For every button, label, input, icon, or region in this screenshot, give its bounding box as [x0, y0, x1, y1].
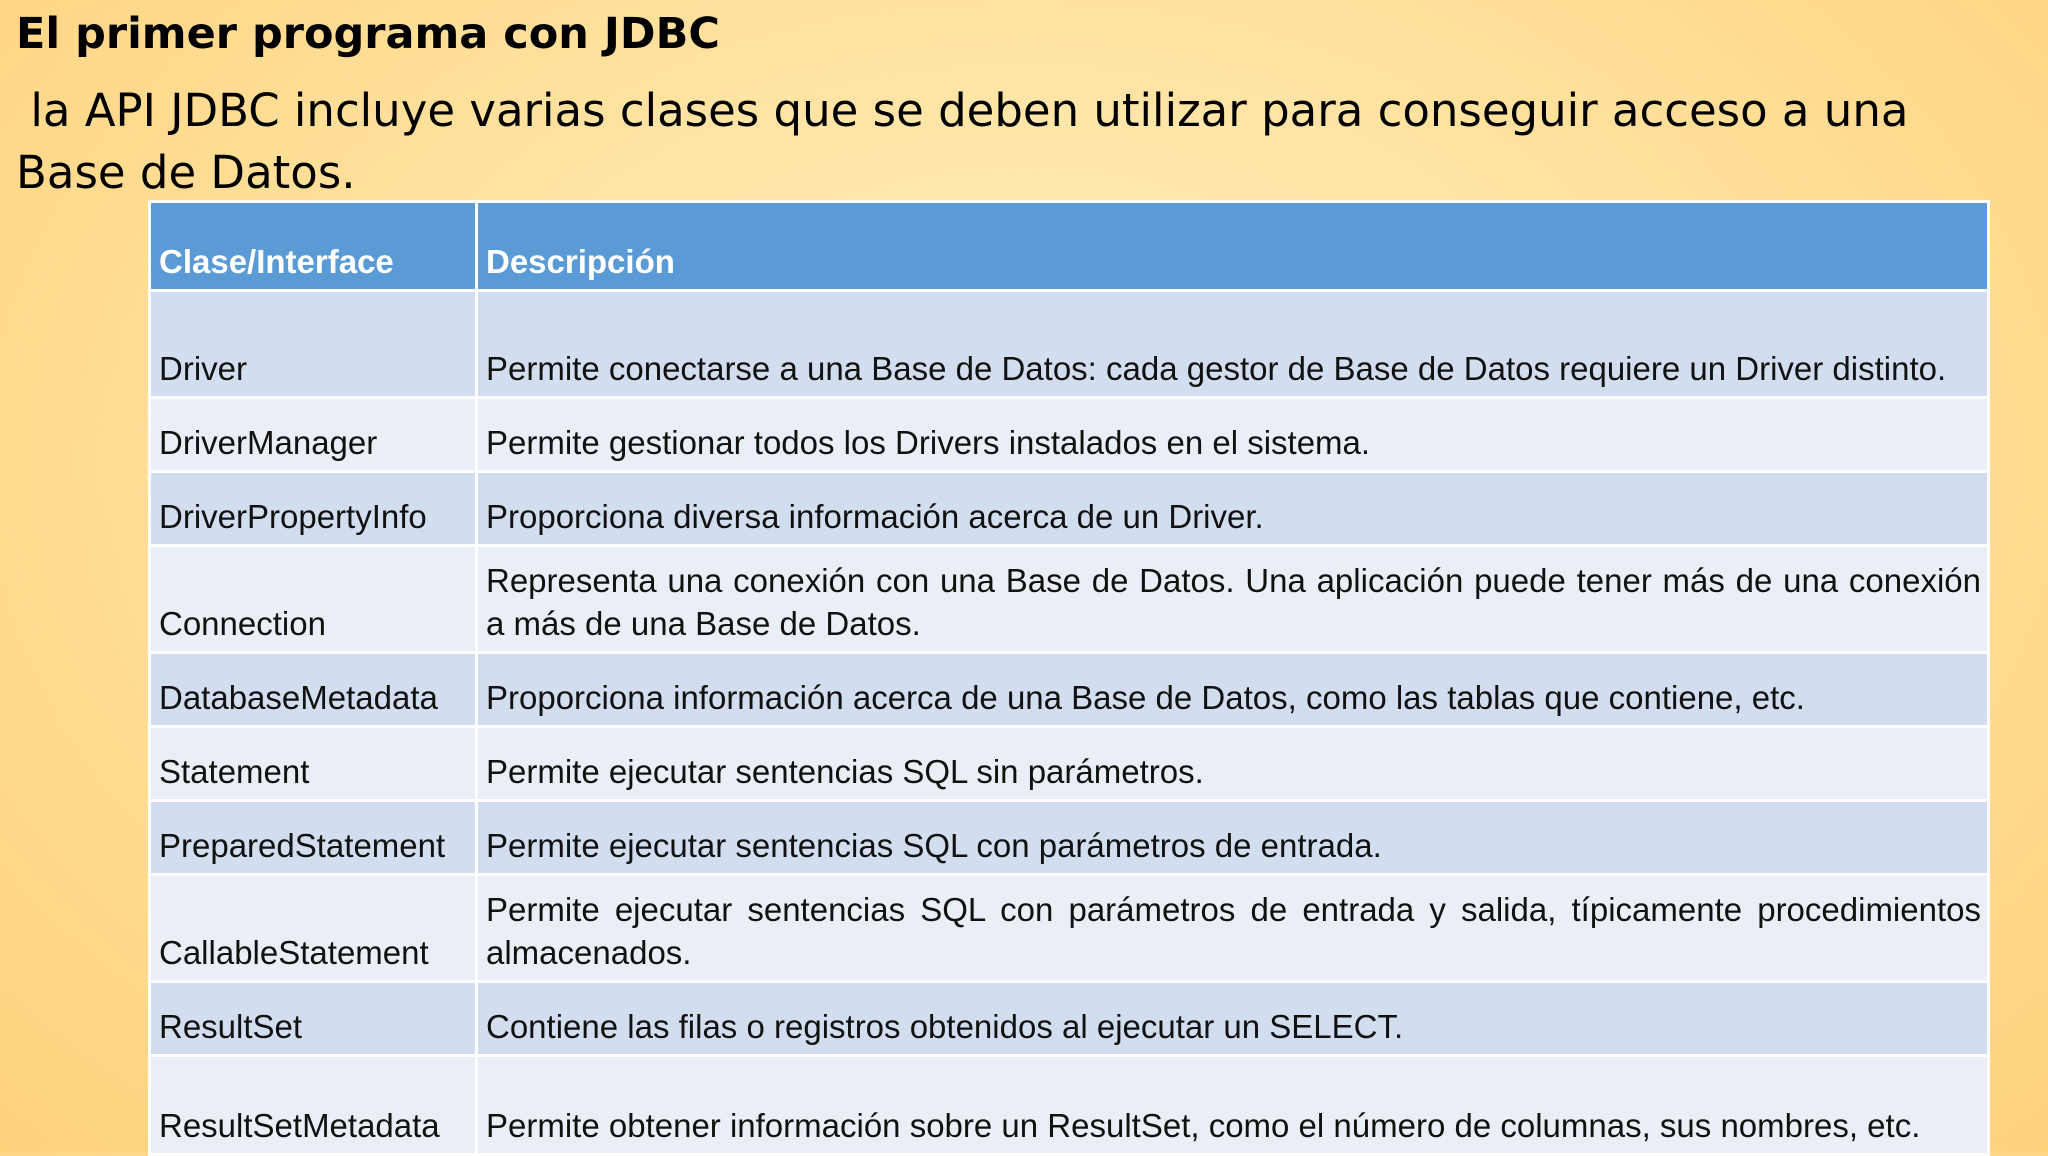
description-cell: Permite obtener información sobre un ResultSet, como el número de columnas, sus nombres, etc.	[477, 1056, 1989, 1155]
class-name-cell: Connection	[150, 546, 477, 653]
table-row	[150, 1056, 1989, 1155]
table-row	[150, 727, 1989, 801]
table-row	[150, 291, 1989, 398]
class-name-cell: CallableStatement	[150, 875, 477, 982]
class-name-cell: Statement	[150, 727, 477, 801]
table-header-row	[150, 202, 1989, 291]
jdbc-classes-table	[148, 200, 1990, 1156]
class-name-cell: DriverManager	[150, 398, 477, 472]
header-class-interface: Clase/Interface	[150, 202, 477, 291]
class-name-cell: Driver	[150, 291, 477, 398]
table-row	[150, 472, 1989, 546]
description-cell: Permite gestionar todos los Drivers instalados en el sistema.	[477, 398, 1989, 472]
table-row	[150, 875, 1989, 982]
header-description: Descripción	[477, 202, 1989, 291]
description-cell: Proporciona información acerca de una Base de Datos, como las tablas que contiene, etc.	[477, 653, 1989, 727]
table-row	[150, 801, 1989, 875]
class-name-cell: DatabaseMetadata	[150, 653, 477, 727]
class-name-cell: ResultSet	[150, 982, 477, 1056]
slide-intro: la API JDBC incluye varias clases que se deben utilizar para conseguir acceso a una Base de Datos.	[16, 84, 1923, 199]
class-name-cell: DriverPropertyInfo	[150, 472, 477, 546]
table-row	[150, 398, 1989, 472]
description-cell: Permite ejecutar sentencias SQL con parámetros de entrada.	[477, 801, 1989, 875]
description-cell: Contiene las filas o registros obtenidos al ejecutar un SELECT.	[477, 982, 1989, 1056]
table-row	[150, 546, 1989, 653]
description-cell: Proporciona diversa información acerca de un Driver.	[477, 472, 1989, 546]
table-row	[150, 982, 1989, 1056]
class-name-cell: ResultSetMetadata	[150, 1056, 477, 1155]
table-row	[150, 653, 1989, 727]
description-cell: Permite ejecutar sentencias SQL con parámetros de entrada y salida, típicamente procedimientos almacenados.	[477, 875, 1989, 982]
class-name-cell: PreparedStatement	[150, 801, 477, 875]
description-cell: Permite ejecutar sentencias SQL sin parámetros.	[477, 727, 1989, 801]
description-cell: Permite conectarse a una Base de Datos: cada gestor de Base de Datos requiere un Driver distinto.	[477, 291, 1989, 398]
slide-title: El primer programa con JDBC	[16, 9, 720, 59]
description-cell: Representa una conexión con una Base de Datos. Una aplicación puede tener más de una conexión a más de una Base de Datos.	[477, 546, 1989, 653]
